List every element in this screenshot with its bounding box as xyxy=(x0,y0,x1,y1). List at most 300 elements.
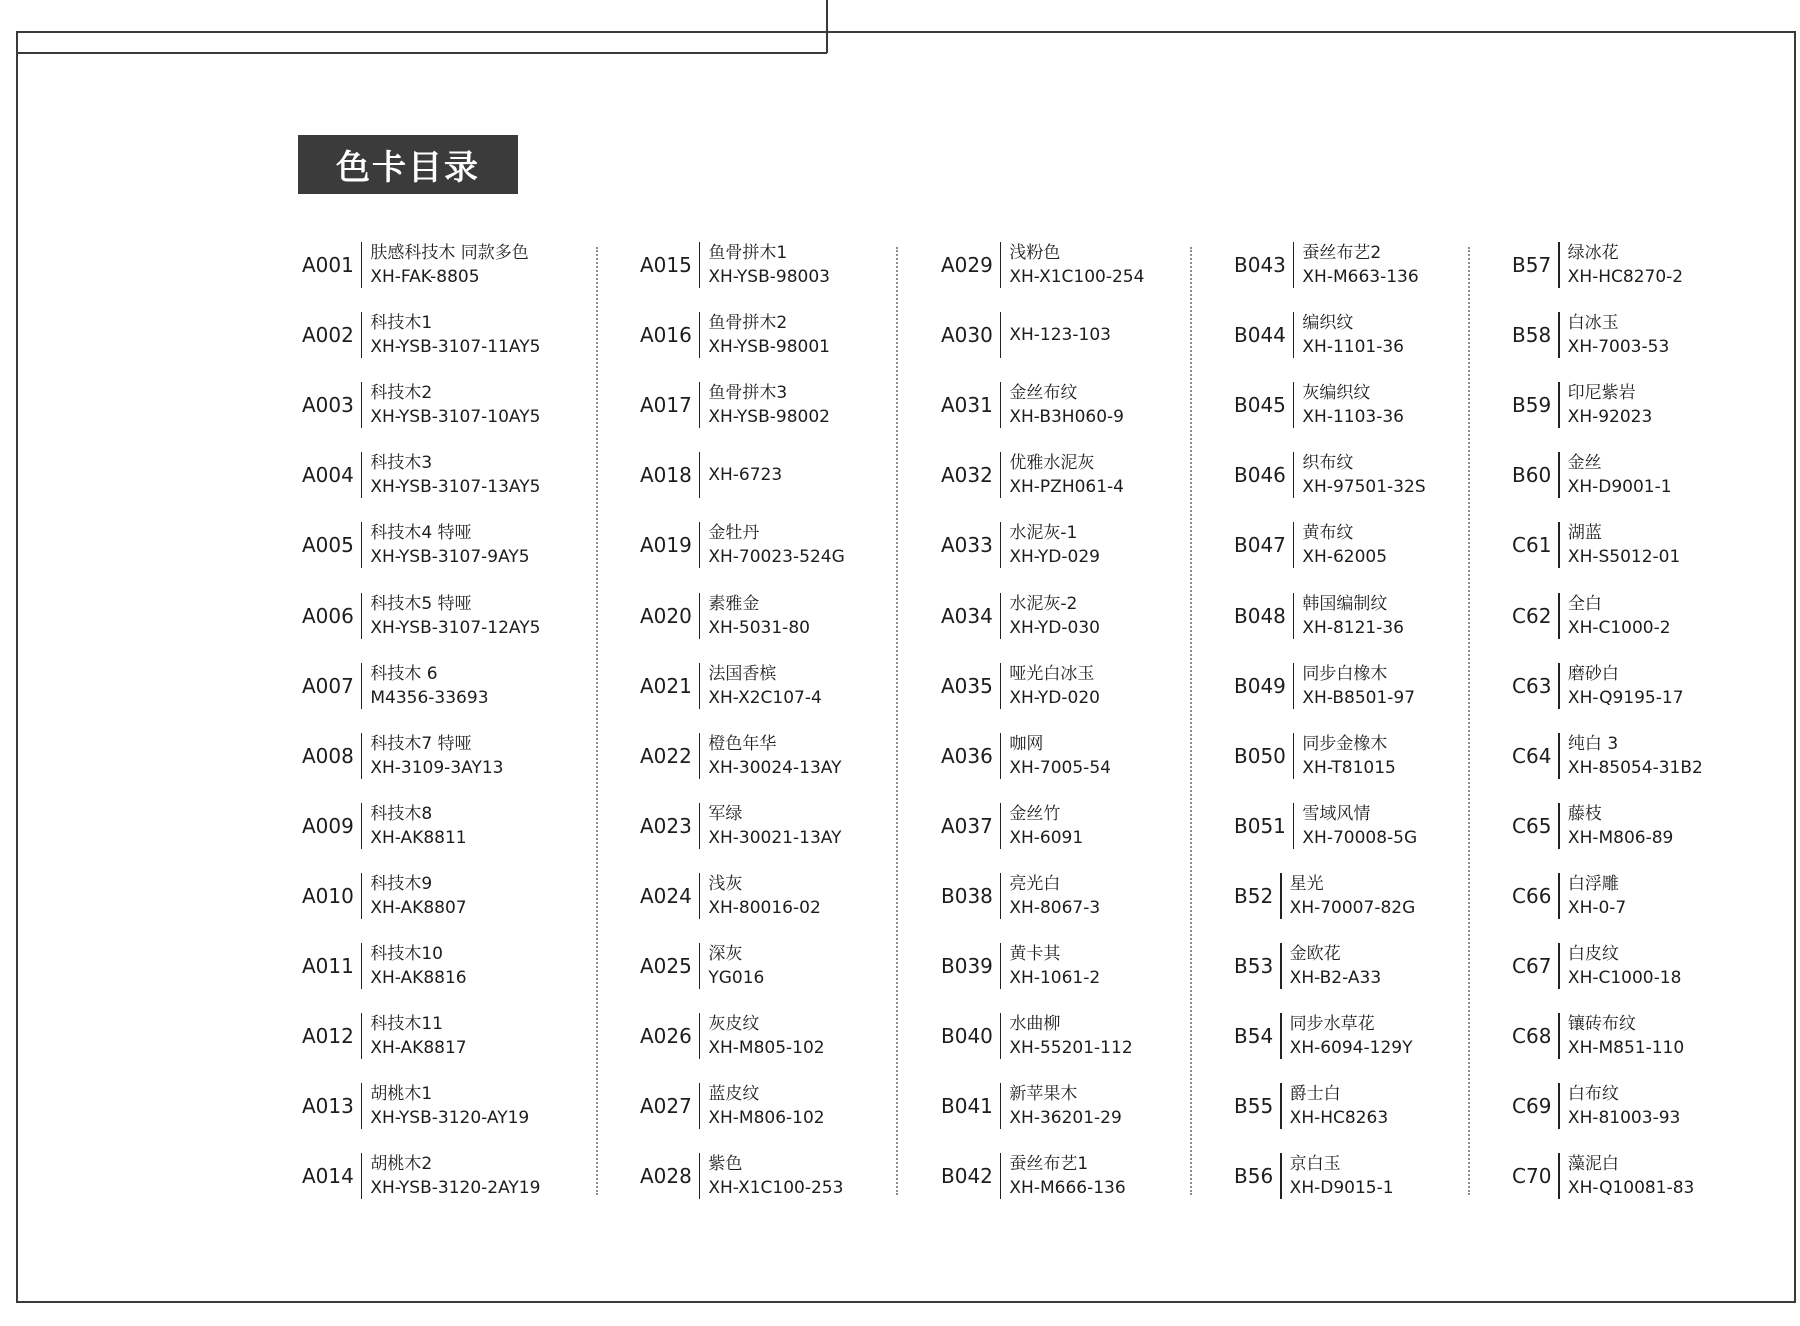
entry-sku: XH-AK8807 xyxy=(370,897,467,918)
entry-code: C66 xyxy=(1512,883,1552,908)
catalog-entry xyxy=(1512,1151,1694,1201)
catalog-entry xyxy=(640,450,782,500)
entry-details xyxy=(1009,381,1124,429)
column-divider-3 xyxy=(1190,247,1192,1195)
entry-details xyxy=(1290,872,1416,920)
entry-name: 同步白橡木 xyxy=(1302,663,1388,684)
entry-separator xyxy=(1293,803,1295,849)
entry-separator xyxy=(1293,382,1295,428)
entry-details xyxy=(370,942,466,990)
entry-sku: XH-X1C100-253 xyxy=(708,1178,844,1199)
entry-separator xyxy=(1558,242,1560,288)
entry-name: 织布纹 xyxy=(1302,453,1354,474)
catalog-entry xyxy=(302,941,467,991)
catalog-entry xyxy=(302,1151,540,1201)
entry-separator xyxy=(361,1013,363,1059)
entry-code: B047 xyxy=(1234,533,1286,558)
entry-sku: XH-B8501-97 xyxy=(1302,687,1416,708)
catalog-entry xyxy=(302,380,540,430)
entry-sku: XH-YSB-3107-13AY5 xyxy=(370,477,541,498)
entry-name: 科技木5 特哑 xyxy=(370,593,472,614)
entry-sku: XH-M806-89 xyxy=(1567,827,1674,848)
entry-details xyxy=(1568,381,1653,429)
entry-details xyxy=(708,802,841,850)
entry-separator xyxy=(1000,242,1002,288)
catalog-entry xyxy=(1234,240,1419,290)
entry-separator xyxy=(1000,1013,1002,1059)
entry-name: 蓝皮纹 xyxy=(708,1084,760,1105)
entry-code: B048 xyxy=(1234,603,1286,628)
frame-left-line xyxy=(16,31,18,1302)
entry-name: 藤枝 xyxy=(1567,803,1602,824)
entry-code: A036 xyxy=(941,743,993,768)
catalog-entry xyxy=(1512,310,1669,360)
entry-name: 科技木3 xyxy=(370,453,433,474)
catalog-entry xyxy=(1512,801,1673,851)
entry-separator xyxy=(1558,522,1560,568)
entry-code: C65 xyxy=(1512,813,1552,838)
entry-sku: XH-YSB-98003 xyxy=(708,267,830,287)
entry-sku: XH-30021-13AY xyxy=(708,827,842,848)
entry-details xyxy=(1009,323,1111,347)
entry-name: 蚕丝布艺2 xyxy=(1302,243,1382,263)
entry-sku: XH-YSB-3120-2AY19 xyxy=(370,1178,541,1199)
catalog-entry xyxy=(1512,1011,1684,1061)
entry-code: C64 xyxy=(1512,743,1552,768)
entry-separator xyxy=(361,1153,363,1199)
catalog-entry xyxy=(1512,1081,1680,1131)
entry-sku: XH-92023 xyxy=(1567,407,1653,428)
entry-code: B046 xyxy=(1234,463,1286,488)
entry-name: 白布纹 xyxy=(1567,1084,1619,1105)
catalog-entry xyxy=(302,661,489,711)
entry-details xyxy=(370,451,540,499)
entry-name: 鱼骨拼木1 xyxy=(708,243,788,263)
entry-code: A030 xyxy=(941,323,993,348)
entry-code: B045 xyxy=(1234,393,1286,418)
catalog-entry xyxy=(941,1011,1133,1061)
entry-name: 金丝竹 xyxy=(1009,803,1061,824)
entry-separator xyxy=(1000,452,1002,498)
entry-code: A037 xyxy=(941,813,993,838)
entry-name: 科技木7 特哑 xyxy=(370,733,472,754)
entry-details xyxy=(370,381,540,429)
entry-details xyxy=(1302,451,1425,499)
entry-name: 白皮纹 xyxy=(1567,944,1619,964)
catalog-entry xyxy=(640,380,830,430)
entry-code: B042 xyxy=(941,1164,993,1189)
entry-details xyxy=(1009,592,1100,640)
entry-name: 胡桃木1 xyxy=(370,1084,433,1105)
catalog-entry xyxy=(1512,941,1681,991)
entry-code: A007 xyxy=(302,673,354,698)
entry-separator xyxy=(1000,803,1002,849)
entry-separator xyxy=(1280,1013,1282,1059)
entry-details xyxy=(1009,802,1083,850)
entry-separator xyxy=(1000,1083,1002,1129)
entry-details xyxy=(1568,311,1670,359)
catalog-entry xyxy=(941,941,1100,991)
entry-code: C63 xyxy=(1512,673,1552,698)
entry-sku: XH-5031-80 xyxy=(708,617,810,638)
entry-name: 科技木4 特哑 xyxy=(370,523,472,544)
entry-sku: XH-YD-029 xyxy=(1009,547,1100,568)
catalog-entry xyxy=(640,801,841,851)
entry-code: A012 xyxy=(302,1024,354,1049)
entry-sku: XH-7003-53 xyxy=(1567,337,1670,358)
entry-details xyxy=(1290,1152,1394,1200)
entry-separator xyxy=(699,382,701,428)
catalog-entry xyxy=(941,1151,1126,1201)
entry-separator xyxy=(1280,873,1282,919)
entry-details xyxy=(370,241,528,289)
entry-code: B55 xyxy=(1234,1094,1274,1119)
entry-name: 浅粉色 xyxy=(1009,243,1061,263)
entry-sku: XH-YD-020 xyxy=(1009,687,1100,708)
entry-name: 水曲柳 xyxy=(1009,1014,1061,1035)
catalog-entry xyxy=(1512,520,1680,570)
catalog-entry xyxy=(941,591,1100,641)
entry-details xyxy=(1302,802,1417,850)
entry-name: 金欧花 xyxy=(1289,944,1341,964)
entry-details xyxy=(708,521,844,569)
entry-separator xyxy=(361,522,363,568)
entry-code: B59 xyxy=(1512,393,1552,418)
entry-code: B051 xyxy=(1234,813,1286,838)
entry-sku: XH-M805-102 xyxy=(708,1038,825,1059)
entry-code: A010 xyxy=(302,883,354,908)
entry-details xyxy=(1302,311,1404,359)
entry-name: 哑光白冰玉 xyxy=(1009,663,1095,684)
entry-details xyxy=(1009,732,1111,780)
entry-sku: XH-C1000-2 xyxy=(1567,617,1671,638)
entry-details xyxy=(370,1082,529,1130)
entry-separator xyxy=(1293,663,1295,709)
entry-name: 金丝 xyxy=(1567,453,1602,474)
entry-sku: XH-YSB-98001 xyxy=(708,337,830,358)
entry-sku: XH-M663-136 xyxy=(1302,267,1419,287)
entry-separator xyxy=(1293,452,1295,498)
entry-code: B043 xyxy=(1234,253,1286,277)
entry-details xyxy=(370,521,529,569)
entry-sku: XH-YSB-3107-11AY5 xyxy=(370,337,541,358)
entry-details xyxy=(370,662,488,710)
entry-name: 金丝布纹 xyxy=(1009,383,1078,404)
entry-sku: XH-YSB-3107-12AY5 xyxy=(370,617,541,638)
entry-separator xyxy=(1558,733,1560,779)
entry-name: 亮光白 xyxy=(1009,873,1061,894)
column-divider-2 xyxy=(896,247,898,1195)
entry-sku: YG016 xyxy=(708,968,765,988)
entry-sku: XH-6091 xyxy=(1009,827,1084,848)
entry-name: 黄布纹 xyxy=(1302,523,1354,544)
entry-code: A033 xyxy=(941,533,993,558)
entry-code: C67 xyxy=(1512,954,1552,978)
catalog-entry xyxy=(1234,941,1381,991)
catalog-entry xyxy=(302,450,540,500)
entry-separator xyxy=(699,663,701,709)
catalog-entry xyxy=(941,801,1083,851)
entry-code: A004 xyxy=(302,463,354,488)
entry-details xyxy=(1302,381,1404,429)
catalog-entry xyxy=(1512,380,1652,430)
entry-details xyxy=(1568,521,1680,569)
entry-details xyxy=(1302,732,1395,780)
entry-sku: XH-30024-13AY xyxy=(708,757,842,778)
entry-code: A003 xyxy=(302,393,354,418)
entry-separator xyxy=(1558,452,1560,498)
entry-separator xyxy=(1280,1083,1282,1129)
entry-sku: XH-M851-110 xyxy=(1567,1038,1685,1059)
entry-details xyxy=(1009,241,1144,289)
entry-code: A014 xyxy=(302,1164,354,1189)
entry-code: A002 xyxy=(302,323,354,348)
entry-name: 雪域风情 xyxy=(1302,803,1371,824)
entry-separator xyxy=(699,1013,701,1059)
entry-name: 橙色年华 xyxy=(708,733,777,754)
entry-name: 军绿 xyxy=(708,803,743,824)
entry-code: C62 xyxy=(1512,603,1552,628)
entry-sku: XH-B2-A33 xyxy=(1289,968,1382,988)
catalog-entry xyxy=(1234,731,1396,781)
entry-separator xyxy=(1558,663,1560,709)
catalog-entry xyxy=(640,731,841,781)
entry-name: 同步水草花 xyxy=(1289,1014,1375,1035)
catalog-entry xyxy=(1234,801,1417,851)
entry-separator xyxy=(1293,522,1295,568)
entry-code: A029 xyxy=(941,253,993,277)
entry-details xyxy=(1568,592,1671,640)
entry-details xyxy=(1009,872,1100,920)
entry-sku: XH-Q10081-83 xyxy=(1567,1178,1695,1199)
entry-details xyxy=(708,241,830,289)
entry-code: B039 xyxy=(941,954,993,978)
entry-name: 科技木11 xyxy=(370,1014,443,1035)
entry-sku: XH-62005 xyxy=(1302,547,1388,568)
entry-details xyxy=(1568,872,1626,920)
entry-code: B56 xyxy=(1234,1164,1274,1189)
catalog-entry xyxy=(1512,661,1684,711)
entry-separator xyxy=(361,943,363,989)
entry-sku: XH-70023-524G xyxy=(708,547,845,568)
frame-top-line xyxy=(16,31,1796,33)
entry-name: 科技木 6 xyxy=(370,663,438,684)
entry-details xyxy=(1568,1082,1680,1130)
entry-code: B041 xyxy=(941,1094,993,1119)
entry-separator xyxy=(1000,873,1002,919)
entry-details xyxy=(708,872,820,920)
page-title: 色卡目录 xyxy=(298,135,518,194)
entry-code: C68 xyxy=(1512,1024,1552,1049)
entry-name: 白浮雕 xyxy=(1567,873,1619,894)
entry-separator xyxy=(699,312,701,358)
entry-separator xyxy=(1558,873,1560,919)
entry-name: 紫色 xyxy=(708,1154,743,1175)
entry-sku: XH-97501-32S xyxy=(1302,477,1426,498)
catalog-entry xyxy=(640,661,822,711)
entry-separator xyxy=(699,733,701,779)
entry-code: B58 xyxy=(1512,323,1552,348)
entry-code: A005 xyxy=(302,533,354,558)
entry-name: 科技木10 xyxy=(370,944,443,964)
entry-details xyxy=(708,463,782,487)
catalog-entry xyxy=(1234,871,1415,921)
catalog-entry xyxy=(640,1081,825,1131)
entry-details xyxy=(1009,451,1124,499)
entry-details xyxy=(1568,802,1673,850)
entry-sku: XH-6723 xyxy=(708,465,783,486)
entry-separator xyxy=(361,382,363,428)
entry-details xyxy=(370,802,466,850)
entry-code: A025 xyxy=(640,954,692,978)
entry-sku: XH-Q9195-17 xyxy=(1567,687,1684,708)
entry-name: 新苹果木 xyxy=(1009,1084,1078,1105)
entry-sku: XH-X2C107-4 xyxy=(708,687,822,708)
entry-sku: XH-YSB-3107-9AY5 xyxy=(370,547,530,568)
entry-name: 同步金橡木 xyxy=(1302,733,1388,754)
entry-code: B049 xyxy=(1234,673,1286,698)
column-divider-4 xyxy=(1468,247,1470,1195)
frame-right-line xyxy=(1794,31,1796,1302)
entry-separator xyxy=(1558,593,1560,639)
catalog-entry xyxy=(941,380,1124,430)
entry-details xyxy=(1568,1152,1694,1200)
entry-separator xyxy=(361,733,363,779)
entry-code: A020 xyxy=(640,603,692,628)
entry-code: A018 xyxy=(640,463,692,488)
entry-sku: XH-PZH061-4 xyxy=(1009,477,1125,498)
frame-bottom-line xyxy=(16,1301,1796,1303)
entry-code: B57 xyxy=(1512,253,1552,277)
entry-sku: XH-HC8263 xyxy=(1289,1108,1389,1129)
entry-details xyxy=(1009,662,1100,710)
entry-name: 爵士白 xyxy=(1289,1084,1341,1105)
entry-code: A035 xyxy=(941,673,993,698)
entry-code: A026 xyxy=(640,1024,692,1049)
entry-code: A021 xyxy=(640,673,692,698)
catalog-entry xyxy=(1512,731,1703,781)
entry-details xyxy=(1009,1082,1121,1130)
entry-code: A024 xyxy=(640,883,692,908)
entry-name: 素雅金 xyxy=(708,593,760,614)
entry-name: 全白 xyxy=(1567,593,1602,614)
entry-sku: XH-M806-102 xyxy=(708,1108,825,1129)
entry-name: 镶砖布纹 xyxy=(1567,1014,1636,1035)
entry-separator xyxy=(1000,312,1002,358)
entry-separator xyxy=(1280,1153,1282,1199)
entry-details xyxy=(1568,451,1672,499)
catalog-entry xyxy=(1234,310,1404,360)
column-divider-1 xyxy=(596,247,598,1195)
entry-name: 星光 xyxy=(1289,873,1324,894)
entry-details xyxy=(708,1152,843,1200)
entry-name: 法国香槟 xyxy=(708,663,777,684)
entry-details xyxy=(1568,241,1683,289)
entry-sku: XH-YSB-3107-10AY5 xyxy=(370,407,541,428)
catalog-entry xyxy=(941,871,1100,921)
entry-code: B53 xyxy=(1234,954,1274,978)
entry-separator xyxy=(1558,1153,1560,1199)
entry-name: 灰皮纹 xyxy=(708,1014,760,1035)
entry-name: 浅灰 xyxy=(708,873,743,894)
entry-details xyxy=(1568,732,1703,780)
entry-sku: XH-1061-2 xyxy=(1009,968,1101,988)
catalog-entry xyxy=(302,591,540,641)
entry-details xyxy=(708,662,821,710)
entry-details xyxy=(708,942,764,990)
entry-sku: XH-0-7 xyxy=(1567,897,1627,918)
entry-code: A015 xyxy=(640,253,692,277)
entry-separator xyxy=(361,803,363,849)
entry-sku: XH-S5012-01 xyxy=(1567,547,1681,568)
entry-separator xyxy=(699,1083,701,1129)
entry-separator xyxy=(1558,1083,1560,1129)
entry-name: 纯白 3 xyxy=(1567,733,1619,754)
entry-sku: XH-81003-93 xyxy=(1567,1108,1681,1129)
entry-sku: XH-M666-136 xyxy=(1009,1178,1126,1199)
catalog-entry xyxy=(941,310,1111,360)
entry-name: 金牡丹 xyxy=(708,523,760,544)
entry-sku: XH-AK8817 xyxy=(370,1038,467,1059)
entry-name: 藻泥白 xyxy=(1567,1154,1619,1175)
entry-sku: XH-6094-129Y xyxy=(1289,1038,1413,1059)
entry-sku: XH-YSB-3120-AY19 xyxy=(370,1108,530,1129)
catalog-entry xyxy=(640,871,821,921)
catalog-entry xyxy=(302,801,467,851)
catalog-entry xyxy=(640,941,764,991)
catalog-entry xyxy=(941,240,1144,290)
catalog-entry xyxy=(941,731,1111,781)
entry-separator xyxy=(361,452,363,498)
entry-details xyxy=(370,1012,466,1060)
entry-name: 水泥灰-1 xyxy=(1009,523,1078,544)
entry-separator xyxy=(1293,733,1295,779)
entry-sku: XH-T81015 xyxy=(1302,757,1396,778)
catalog-entry xyxy=(640,520,845,570)
entry-code: B044 xyxy=(1234,323,1286,348)
entry-details xyxy=(1568,1012,1684,1060)
entry-sku: XH-B3H060-9 xyxy=(1009,407,1124,428)
tab-right-line xyxy=(826,0,828,53)
entry-separator xyxy=(1000,522,1002,568)
entry-separator xyxy=(699,873,701,919)
entry-details xyxy=(1009,1152,1125,1200)
catalog-entry xyxy=(941,450,1124,500)
entry-separator xyxy=(1558,803,1560,849)
entry-code: A034 xyxy=(941,603,993,628)
entry-sku: XH-1101-36 xyxy=(1302,337,1404,358)
entry-sku: XH-YSB-98002 xyxy=(708,407,830,428)
entry-sku: XH-AK8811 xyxy=(370,827,467,848)
entry-details xyxy=(1302,241,1418,289)
catalog-entry xyxy=(302,310,540,360)
entry-sku: XH-AK8816 xyxy=(370,968,467,988)
catalog-entry xyxy=(1234,661,1415,711)
entry-details xyxy=(1302,521,1387,569)
entry-name: 蚕丝布艺1 xyxy=(1009,1154,1089,1175)
catalog-entry xyxy=(1512,240,1683,290)
entry-sku: XH-70007-82G xyxy=(1289,897,1416,918)
entry-sku: XH-D9015-1 xyxy=(1289,1178,1394,1199)
entry-sku: XH-3109-3AY13 xyxy=(370,757,504,778)
entry-name: 京白玉 xyxy=(1289,1154,1341,1175)
entry-code: C69 xyxy=(1512,1094,1552,1119)
entry-name: 灰编织纹 xyxy=(1302,383,1371,404)
entry-separator xyxy=(1558,382,1560,428)
entry-details xyxy=(1302,662,1415,710)
entry-name: 水泥灰-2 xyxy=(1009,593,1078,614)
entry-details xyxy=(370,311,540,359)
